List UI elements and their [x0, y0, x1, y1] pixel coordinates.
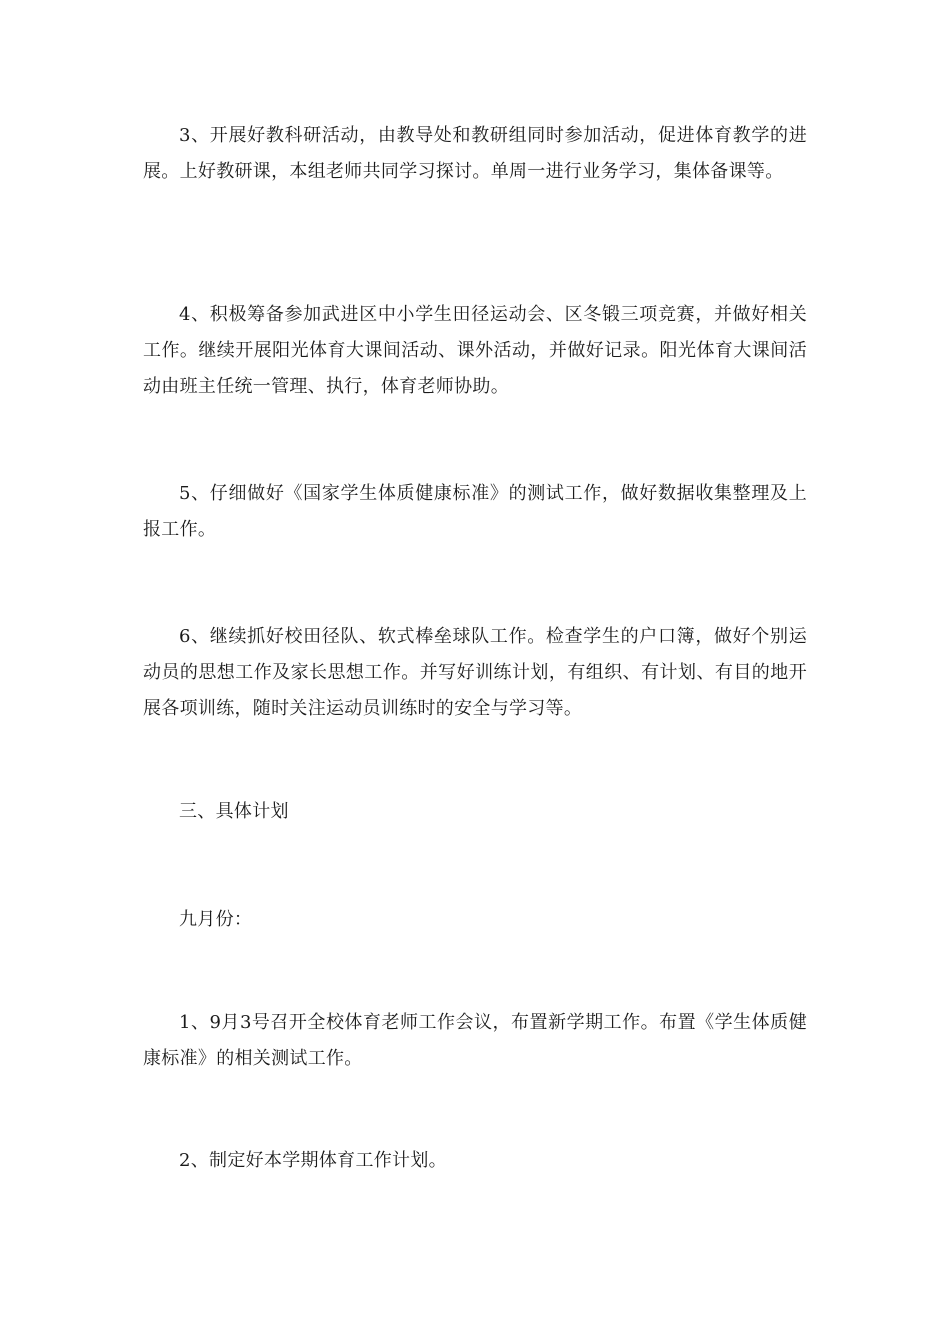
- paragraph-item-3: 3、开展好教科研活动，由教导处和教研组同时参加活动，促进体育教学的进展。上好教研课，本组老师共同学习探讨。单周一进行业务学习，集体备课等。: [143, 125, 807, 182]
- plan-item-2: 2、制定好本学期体育工作计划。: [179, 1150, 447, 1171]
- paragraph-item-6: 6、继续抓好校田径队、软式棒垒球队工作。检查学生的户口簿，做好个别运动员的思想工作及家长思想工作。并写好训练计划，有组织、有计划、有目的地开展各项训练，随时关注运动员训练时的安全与学习等。: [143, 626, 807, 719]
- paragraph-item-4: 4、积极筹备参加武进区中小学生田径运动会、区冬锻三项竞赛，并做好相关工作。继续开展阳光体育大课间活动、课外活动，并做好记录。阳光体育大课间活动由班主任统一管理、执行，体育老师协助。: [143, 304, 807, 397]
- month-heading-september: 九月份：: [179, 909, 253, 930]
- section-heading-specific-plan: 三、具体计划: [179, 801, 289, 822]
- paragraph-item-5: 5、仔细做好《国家学生体质健康标准》的测试工作，做好数据收集整理及上报工作。: [143, 483, 807, 540]
- plan-item-1: 1、9月3号召开全校体育老师工作会议，布置新学期工作。布置《学生体质健康标准》的相关测试工作。: [143, 1012, 807, 1069]
